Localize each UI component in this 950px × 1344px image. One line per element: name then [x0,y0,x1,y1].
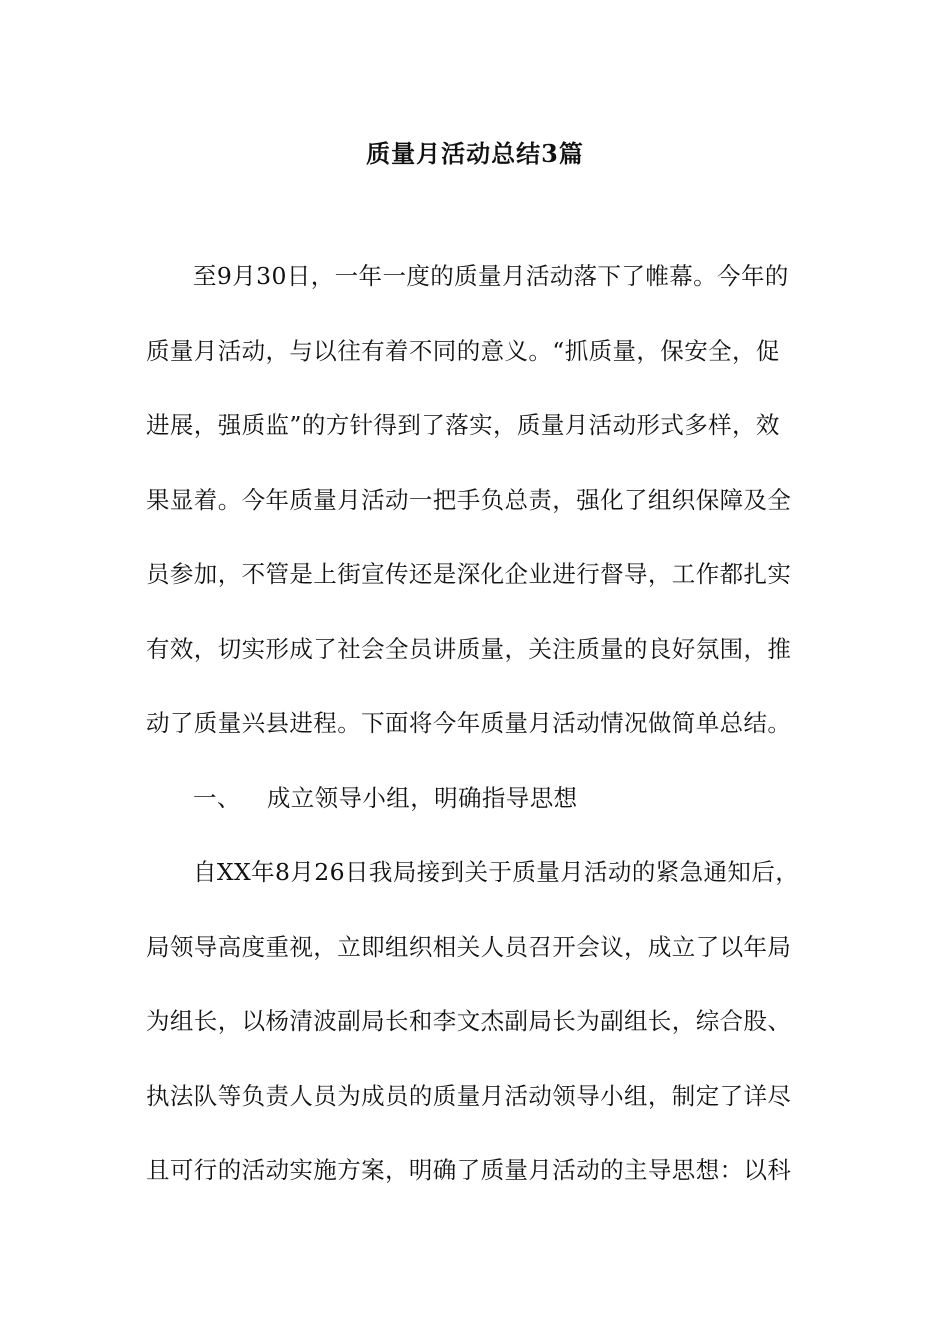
section-number: 一、 [193,783,241,812]
section-heading [146,770,806,845]
paragraph-line: 质量月活动，与以往有着不同的意义。“抓质量，保安全，促 [146,336,780,365]
paragraph-line: 动了质量兴县进程。下面将今年质量月活动情况做简单总结。 [146,709,792,737]
paragraph-line: 执法队等负责人员为成员的质量月活动领导小组，制定了详尽 [146,1081,792,1110]
paragraph-line: 为组长，以杨清波副局长和李文杰副局长为副组长，综合股、 [146,1007,792,1035]
paragraph-section1 [146,844,806,1217]
document-body [146,248,806,1217]
paragraph-line: 自XX年8月26日我局接到关于质量月活动的紧急通知后， [193,858,800,886]
paragraph-line: 员参加，不管是上街宣传还是深化企业进行督导，工作都扎实 [146,560,792,588]
paragraph-line: 且可行的活动实施方案，明确了质量月活动的主导思想：以科 [146,1156,792,1184]
paragraph-line: 局领导高度重视，立即组织相关人员召开会议，成立了以年局 [146,932,792,961]
paragraph-intro [146,248,806,770]
section-heading-text: 成立领导小组，明确指导思想 [266,783,578,812]
paragraph-line: 果显着。今年质量月活动一把手负总责，强化了组织保障及全 [146,485,792,514]
document-title: 质量月活动总结3篇 [366,139,584,168]
paragraph-line: 有效，切实形成了社会全员讲质量，关注质量的良好氛围，推 [146,634,792,663]
paragraph-line: 至9月30日，一年一度的质量月活动落下了帷幕。今年的 [193,262,789,290]
paragraph-line: 进展，强质监”的方针得到了落实，质量月活动形式多样，效 [146,411,780,439]
